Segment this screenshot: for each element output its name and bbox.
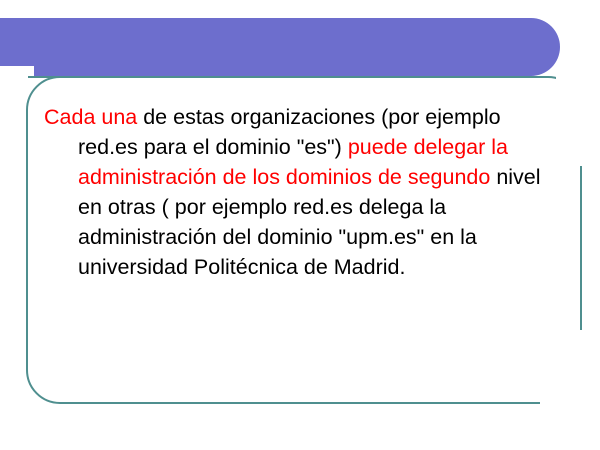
frame-mask-bottom-right [540,330,600,410]
slide-body-text [44,102,564,282]
body-text-plain-2: nivel en otras ( por ejemplo red.es delega la administración del dominio "upm.es" en la universidad Politécnica de Madrid. [78,165,541,279]
body-text-plain-1: de estas organizaciones (por ejemplo red.es para el dominio "es") [78,105,501,159]
header-underline [28,76,522,78]
body-text-highlight-2: puede delegar la administración de los dominios de segundo [78,135,509,189]
slide-header-band [0,18,560,76]
body-text-highlight-1: Cada una [44,105,138,129]
body-paragraph [44,102,564,282]
